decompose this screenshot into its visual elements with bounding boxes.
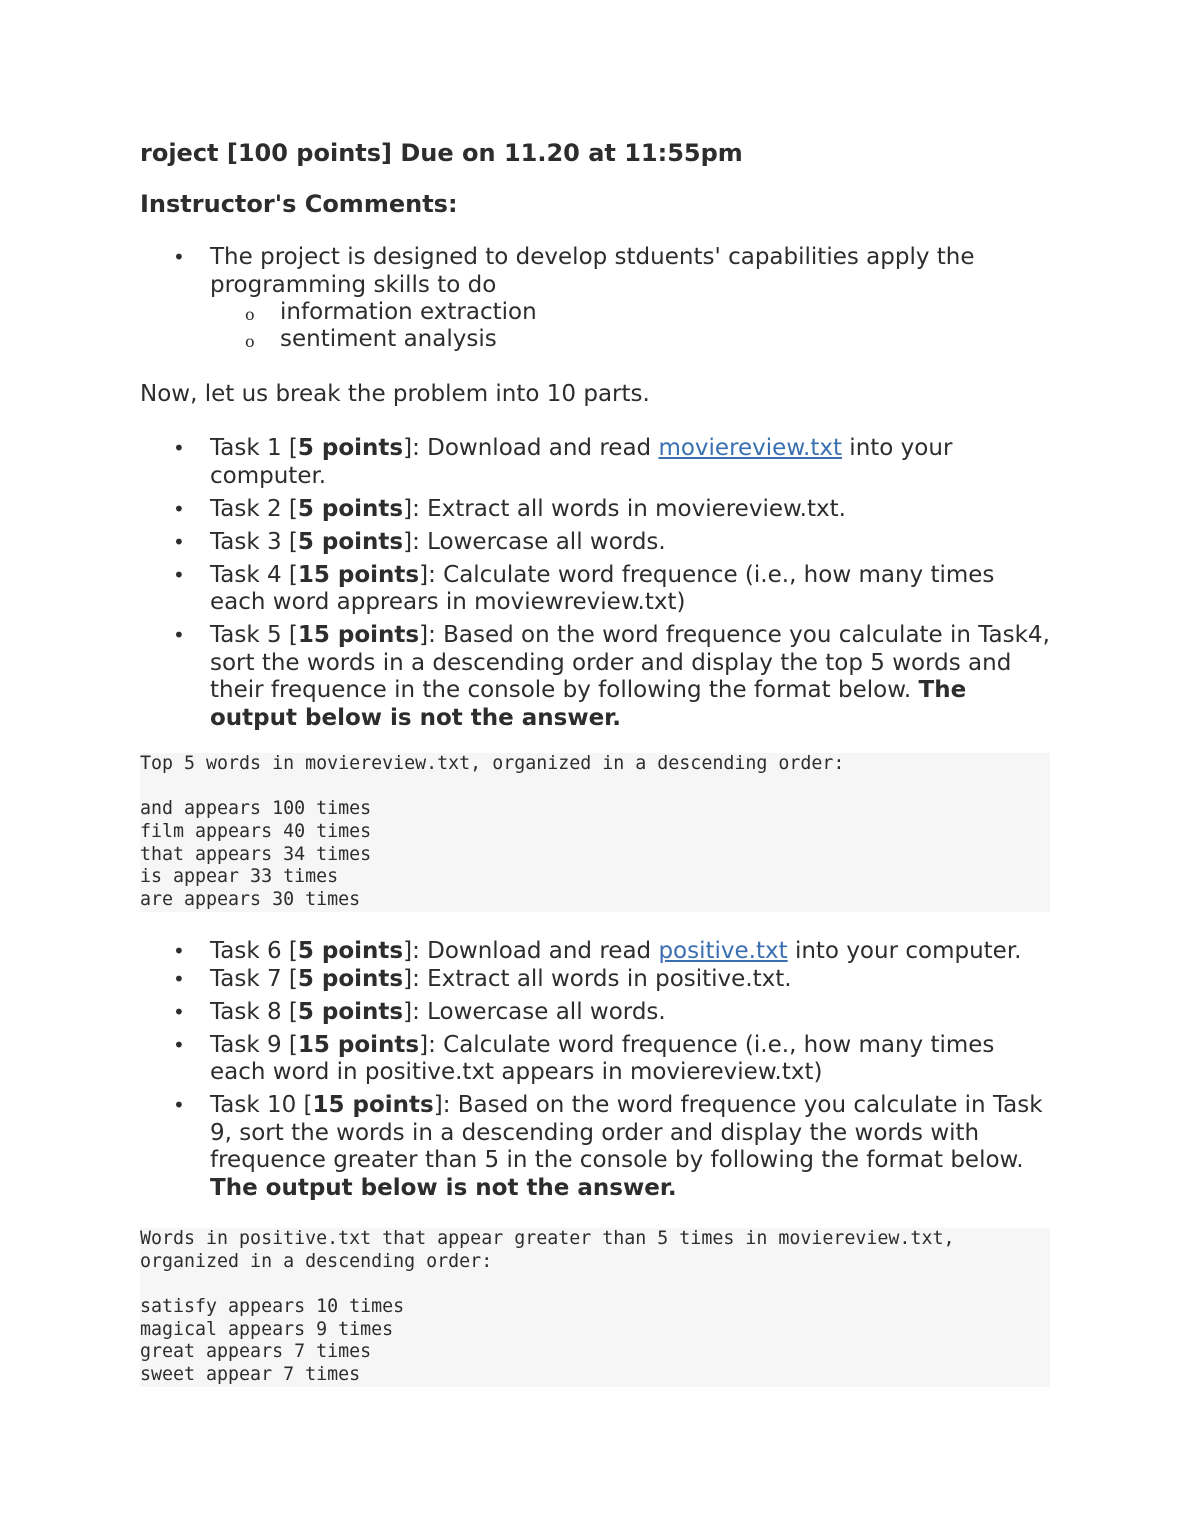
task-prefix: Task 5 [ [210,622,298,648]
task-prefix: Task 9 [ [210,1031,298,1058]
task-points: 15 points [297,622,420,648]
code-line: is appear 33 times [140,866,339,888]
task-points: 5 points [297,435,404,461]
task-text: ]: Lowercase all words. [403,998,666,1025]
code-line: satisfy appears 10 times [140,1296,405,1318]
task-points: 5 points [297,938,404,964]
code-block-positive-words [140,1228,1050,1387]
task-prefix: Task 10 [ [210,1092,313,1118]
intro-sublist [210,299,1050,353]
task-text: ]: Download and read [403,435,659,461]
task-text: into your computer. [210,435,953,489]
task-text: ]: Lowercase all words. [403,528,666,555]
task-points: 15 points [297,561,420,588]
task-prefix: Task 7 [ [210,965,298,992]
task-text: ]: Extract all words in positive.txt. [403,965,792,992]
task-item-6 [140,938,1050,966]
sub-list-item: o information extraction [210,299,1050,326]
code-line: and appears 100 times [140,798,372,820]
task-prefix: Task 2 [ [210,495,298,522]
code-line: magical appears 9 times [140,1318,394,1340]
page-title: roject [100 points] Due on 11.20 at 11:55pm [140,139,743,167]
task-prefix: Task 4 [ [210,561,298,588]
moviereview-link[interactable]: moviereview.txt [658,435,842,461]
task-points: 5 points [297,495,404,522]
task-points: 5 points [297,528,404,555]
task-item-7 [140,966,1050,994]
task-prefix: Task 8 [ [210,998,298,1025]
task-item-10 [140,1092,1050,1202]
task-item-8 [140,999,1050,1027]
positive-link[interactable]: positive.txt [658,938,788,964]
code-line: organized in a descending order: [140,1250,493,1272]
code-line [140,1273,1050,1296]
code-line: sweet appear 7 times [140,1364,361,1386]
code-line [140,776,1050,799]
task-prefix: Task 6 [ [210,938,298,964]
task-item-3 [140,529,1050,557]
task-points: 5 points [297,998,404,1025]
sub-list-item: o sentiment analysis [210,326,1050,353]
code-line: that appears 34 times [140,843,372,865]
task-text: ]: Based on the word frequence you calculate in Task 9, sort the words in a descending order and display the words with frequence greater than 5 in the console by following the format below. [210,1092,1043,1173]
comments-heading: Instructor's Comments: [140,190,458,218]
code-line: Top 5 words in moviereview.txt, organized in a descending order: [140,753,845,774]
task-item-2 [140,496,1050,524]
intro-list [140,244,1050,359]
code-line: are appears 30 times [140,889,361,911]
task-prefix: Task 3 [ [210,528,298,555]
task-item-1 [140,435,1050,490]
code-line: Words in positive.txt that appear greater than 5 times in moviereview.txt, [140,1228,955,1249]
task-text: ]: Calculate word frequence (i.e., how many times each word in positive.txt appears in moviereview.txt) [210,1031,995,1085]
intro-bullet-text: The project is designed to develop stduents' capabilities apply the programming skills to do [210,244,975,298]
task-item-9 [140,1032,1050,1087]
task-text: ]: Extract all words in moviereview.txt. [403,495,846,522]
task-item-4 [140,562,1050,617]
task-points: 15 points [297,1031,420,1058]
task-note: The output below is not the answer. [210,677,967,731]
task-points: 5 points [297,965,404,992]
task-text: ]: Based on the word frequence you calculate in Task4, sort the words in a descending order and display the top 5 words and their frequence in the console by following the format below. [210,622,1050,703]
list-item [140,244,1050,353]
task-text: ]: Calculate word frequence (i.e., how many times each word apprears in moviewreview.txt) [210,561,995,615]
task-list-a [140,435,1050,738]
task-item-5 [140,622,1050,732]
task-text: into your computer. [787,938,1022,964]
task-note: The output below is not the answer. [210,1174,677,1201]
task-points: 15 points [312,1092,434,1118]
break-paragraph: Now, let us break the problem into 10 parts. [140,381,650,407]
code-line: great appears 7 times [140,1341,372,1363]
code-block-top-words [140,753,1050,912]
task-text: ]: Download and read [403,938,659,964]
task-list-b [140,938,1050,1208]
task-prefix: Task 1 [ [210,435,298,461]
code-line: film appears 40 times [140,821,372,843]
